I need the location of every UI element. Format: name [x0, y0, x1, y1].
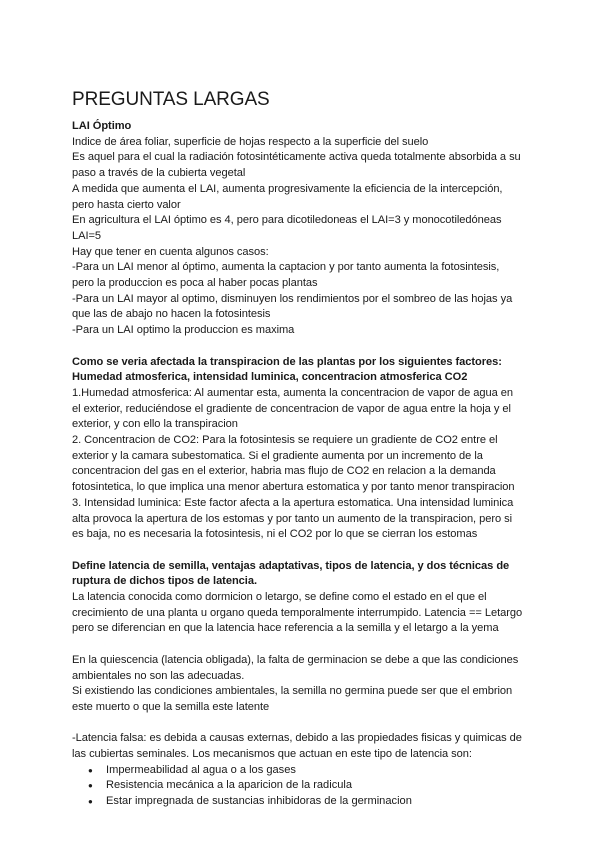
text-line: -Para un LAI optimo la produccion es maxima [72, 324, 295, 337]
text-line: LAI=5 [72, 229, 102, 242]
section-heading: ruptura de dichos tipos de latencia. [72, 575, 257, 588]
text-line: -Latencia falsa: es debida a causas externas, debido a las propiedades fisicas y quimicas de [72, 732, 522, 745]
list-item: ● Estar impregnada de sustancias inhibidoras de la germinacion [88, 794, 532, 810]
spacer [72, 637, 532, 653]
text-line: Hay que tener en cuenta algunos casos: [72, 245, 269, 258]
document-title: PREGUNTAS LARGAS [72, 89, 270, 110]
text-line: paso a través de la cubierta vegetal [72, 167, 246, 180]
section-heading: Como se veria afectada la transpiracion de las plantas por los siguientes factores: [72, 355, 502, 368]
text-line: 1.Humedad atmosferica: Al aumentar esta, aumenta la concentracion de vapor de agua en [72, 386, 514, 399]
text-line: Es aquel para el cual la radiación fotosintéticamente activa queda totalmente absorbida a su [72, 151, 521, 164]
text-line: 2. Concentracion de CO2: Para la fotosintesis se requiere un gradiente de CO2 entre el [72, 434, 498, 447]
text-line: este muerto o que la semilla este latente [72, 700, 270, 713]
section-lai-optimo [72, 119, 532, 339]
text-line: las cubiertas seminales. Los mecanismos que actuan en este tipo de latencia son: [72, 748, 472, 761]
spacer [72, 543, 532, 559]
section-latencia [72, 559, 532, 810]
text-line: pero la produccion es poca al haber pocas plantas [72, 277, 318, 290]
document-page [72, 88, 532, 810]
section-heading: Define latencia de semilla, ventajas adaptativas, tipos de latencia, y dos técnicas de [72, 559, 510, 572]
section-transpiracion [72, 355, 532, 543]
list-item: ● Impermeabilidad al agua o a los gases [88, 763, 532, 779]
text-line: pero hasta cierto valor [72, 198, 181, 211]
spacer [72, 339, 532, 355]
text-line: A medida que aumenta el LAI, aumenta progresivamente la eficiencia de la intercepción, [72, 182, 503, 195]
list-item: ● Resistencia mecánica a la aparicion de la radicula [88, 778, 532, 794]
text-line: pero se diferencian en que la latencia hace referencia a la semilla y el letargo a la yema [72, 622, 499, 635]
text-line: exterior, y con ello la transpiracion [72, 418, 238, 431]
text-line: Si existiendo las condiciones ambientales, la semilla no germina puede ser que el embrion [72, 685, 513, 698]
text-line: La latencia conocida como dormicion o letargo, se define como el estado en el que el [72, 591, 487, 604]
text-line: alta provoca la apertura de los estomas y por tanto un aumento de la transpiracion, pero si [72, 512, 513, 525]
text-line: exterior y la camara subestomatica. Si el gradiente aumenta por un incremento de la [72, 449, 483, 462]
text-line: que las de abajo no hacen la fotosintesis [72, 308, 271, 321]
text-line: el exterior, reduciéndose el gradiente de concentracion de vapor de agua entre la hoja y el [72, 402, 511, 415]
text-line: -Para un LAI mayor al optimo, disminuyen los rendimientos por el sombreo de las hojas ya [72, 292, 513, 305]
text-line: es baja, no es necesaria la fotosintesis, ni el CO2 por lo que se cierran los estomas [72, 528, 478, 541]
text-line: En la quiescencia (latencia obligada), la falta de germinacion se debe a que las condiciones [72, 653, 519, 666]
text-line: En agricultura el LAI óptimo es 4, pero para dicotiledoneas el LAI=3 y monocotiledóneas [72, 214, 502, 227]
section-heading: LAI Óptimo [72, 120, 132, 132]
section-heading: Humedad atmosferica, intensidad luminica, concentracion atmosferica CO2 [72, 371, 468, 384]
bullet-list [72, 763, 532, 810]
text-line: fotosintetica, lo que implica una menor abertura estomatica y por tanto menor transpiracion [72, 481, 515, 494]
text-line: 3. Intensidad luminica: Este factor afecta a la apertura estomatica. Una intensidad luminica [72, 496, 514, 509]
text-line: ambientales no son las adecuadas. [72, 669, 245, 682]
text-line: concentracion del gas en el exterior, habria mas flujo de CO2 en relacion a la demanda [72, 465, 496, 478]
text-line: crecimiento de una planta u organo queda temporalmente interrumpido. Latencia == Letargo [72, 606, 523, 619]
text-line: Indice de área foliar, superficie de hojas respecto a la superficie del suelo [72, 135, 429, 148]
text-line: -Para un LAI menor al óptimo, aumenta la captacion y por tanto aumenta la fotosintesis, [72, 261, 500, 274]
spacer [72, 716, 532, 732]
